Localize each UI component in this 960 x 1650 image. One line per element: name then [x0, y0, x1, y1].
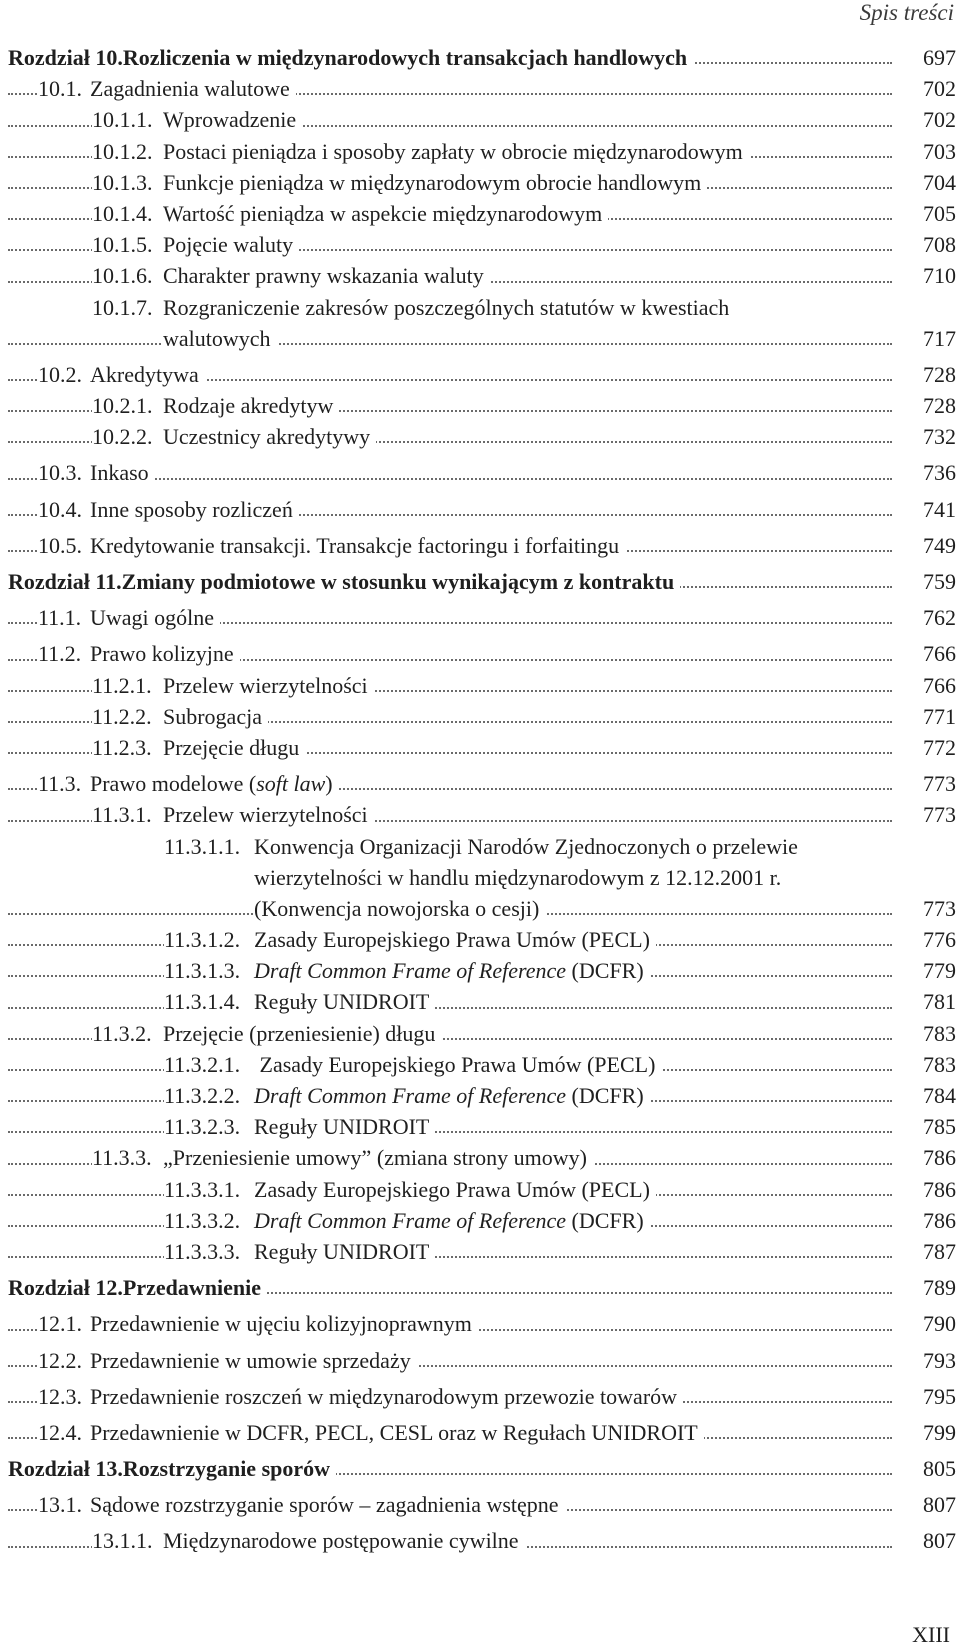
toc-entry-number: 11.2.2.	[92, 703, 152, 729]
toc-entry-text	[92, 167, 707, 198]
toc-entry-title: Międzynarodowe postępowanie cywilne	[163, 1528, 519, 1554]
toc-entry-title: Uczestnicy akredytywy	[163, 424, 371, 450]
toc-entry-text	[164, 1080, 650, 1111]
toc-entry-number: 12.1.	[38, 1311, 82, 1337]
toc-entry-number: 10.1.2.	[92, 138, 153, 164]
toc-entry-number: 11.3.2.1.	[164, 1051, 241, 1077]
toc-entry-text	[164, 1049, 661, 1080]
toc-entry-text	[92, 292, 735, 323]
toc-entry-text	[92, 732, 305, 763]
toc-entry-number: 11.2.3.	[92, 734, 152, 760]
toc-entry-title-suffix: )	[325, 771, 333, 797]
toc-entry	[8, 893, 960, 924]
toc-entry-title: Reguły UNIDROIT	[254, 989, 430, 1015]
toc-entry-title: Prawo modelowe (	[90, 771, 257, 797]
toc-entry-text	[164, 831, 804, 862]
toc-entry	[8, 1205, 960, 1236]
toc-entry-title: Przelew wierzytelności	[163, 802, 368, 828]
toc-entry-number: 11.3.3.1.	[164, 1176, 241, 1202]
toc-entry-text	[92, 390, 339, 421]
toc-entry-title: Przejęcie (przeniesienie) długu	[163, 1020, 436, 1046]
toc-page-number: 805	[923, 1456, 956, 1482]
toc-entry-text	[8, 1453, 336, 1484]
toc-entry-text	[38, 494, 299, 525]
toc-page-number: 702	[923, 107, 956, 133]
toc-entry	[8, 104, 960, 135]
toc-chapter-entry	[8, 1453, 960, 1484]
toc-entry	[8, 390, 960, 421]
toc-page-number: 771	[923, 703, 956, 729]
toc-entry-title: Inne sposoby rozliczeń	[90, 496, 293, 522]
toc-entry-text	[38, 638, 240, 669]
toc-entry-text	[8, 566, 680, 597]
toc-entry-title: Przedawnienie w DCFR, PECL, CESL oraz w Regułach UNIDROIT	[90, 1419, 698, 1445]
toc-entry-number: 10.5.	[38, 532, 82, 558]
toc-entry	[8, 1080, 960, 1111]
toc-entry-text	[92, 799, 374, 830]
toc-entry-title: Reguły UNIDROIT	[254, 1114, 430, 1140]
toc-entry-number: 11.3.1.1.	[164, 833, 241, 859]
toc-entry-number: 11.3.1.4.	[164, 989, 241, 1015]
toc-entry-number: 11.3.	[38, 771, 82, 797]
toc-entry-text	[38, 73, 296, 104]
toc-entry	[8, 732, 960, 763]
toc-entry-title-italic: Draft Common Frame of Reference	[254, 958, 567, 984]
toc-entry-title-suffix: (DCFR)	[566, 1207, 644, 1233]
toc-entry-title: Konwencja Organizacji Narodów Zjednoczonych o przelewie	[254, 833, 798, 859]
toc-entry-text	[38, 1308, 478, 1339]
toc-page-number: 759	[923, 569, 956, 594]
toc-chapter-entry	[8, 42, 960, 73]
toc-entry	[8, 955, 960, 986]
toc-entry-text	[92, 701, 268, 732]
toc-entry-title: Uwagi ogólne	[90, 605, 215, 631]
toc-entry	[8, 136, 960, 167]
toc-entry	[8, 260, 960, 291]
toc-entry-number: 11.3.1.	[92, 802, 152, 828]
toc-page-number: 728	[923, 393, 956, 419]
toc-entry-title: Przedawnienie	[122, 1275, 261, 1301]
toc-page-number: 786	[923, 1176, 956, 1202]
toc-page-number: 787	[923, 1238, 956, 1264]
toc-entry-title: wierzytelności w handlu międzynarodowym z 12.12.2001 r.	[254, 864, 782, 890]
toc-entry-text	[92, 1142, 593, 1173]
toc-entry-text	[92, 229, 299, 260]
dot-leader	[8, 1007, 892, 1009]
toc-entry-text	[92, 670, 374, 701]
toc-entry-title: (Konwencja nowojorska o cesji)	[254, 895, 540, 921]
toc-entry-text	[38, 457, 155, 488]
toc-entry	[8, 924, 960, 955]
toc-entry-number: 10.4.	[38, 496, 82, 522]
toc-page-number: 708	[923, 232, 956, 258]
toc-entry	[8, 359, 960, 390]
toc-entry-text	[38, 359, 205, 390]
toc-entry	[8, 1142, 960, 1173]
toc-entry	[8, 638, 960, 669]
toc-entry-text	[38, 1345, 417, 1376]
toc-page-number: 732	[923, 424, 956, 450]
toc-page-number: 807	[923, 1492, 956, 1518]
toc-entry-title: Przedawnienie w umowie sprzedaży	[90, 1347, 411, 1373]
toc-entry	[8, 701, 960, 732]
toc-entry-title: Przelew wierzytelności	[163, 672, 368, 698]
toc-page-number: 773	[923, 771, 956, 797]
toc-entry-number: Rozdział 12.	[8, 1275, 123, 1301]
toc-page-number: 786	[923, 1207, 956, 1233]
toc-page-number: 717	[923, 325, 956, 351]
toc-entry-title: Akredytywa	[90, 361, 199, 387]
toc-entry	[8, 799, 960, 830]
toc-entry	[8, 1525, 960, 1556]
toc-entry-number: 11.2.1.	[92, 672, 152, 698]
toc-page-number: 705	[923, 200, 956, 226]
toc-page-number: 772	[923, 734, 956, 760]
toc-entry	[8, 1489, 960, 1520]
toc-page-number: 799	[923, 1419, 956, 1445]
toc-entry-text	[8, 42, 693, 73]
toc-entry-title: Sądowe rozstrzyganie sporów – zagadnienia wstępne	[90, 1492, 559, 1518]
toc-page-number: 697	[923, 45, 956, 70]
toc-entry-text	[92, 198, 608, 229]
toc-entry-number: 13.1.	[38, 1492, 82, 1518]
toc-entry-text	[38, 1381, 683, 1412]
toc-entry-title: Subrogacja	[163, 703, 262, 729]
toc-entry	[8, 229, 960, 260]
dot-leader	[8, 1256, 892, 1258]
toc-entry-text	[164, 1174, 656, 1205]
toc-entry	[8, 1174, 960, 1205]
toc-entry-title: Funkcje pieniądza w międzynarodowym obrocie handlowym	[163, 169, 702, 195]
toc-entry-title: Przedawnienie w ujęciu kolizyjnoprawnym	[90, 1311, 472, 1337]
toc-entry-title: Inkaso	[90, 460, 149, 486]
toc-entry-text	[38, 1489, 565, 1520]
toc-page-number: 785	[923, 1114, 956, 1140]
toc-entry-text	[164, 955, 650, 986]
toc-page-number: 781	[923, 989, 956, 1015]
table-of-contents	[8, 42, 960, 1557]
toc-entry	[8, 1018, 960, 1049]
toc-entry-number: 10.1.4.	[92, 200, 153, 226]
toc-entry-number: 13.1.1.	[92, 1528, 153, 1554]
toc-entry-title: Zmiany podmiotowe w stosunku wynikającym z kontraktu	[121, 569, 675, 594]
toc-entry-text	[164, 1236, 435, 1267]
toc-entry-number: 11.1.	[38, 605, 82, 631]
toc-entry-title: Przejęcie długu	[163, 734, 300, 760]
toc-page-number: 783	[923, 1051, 956, 1077]
toc-entry	[8, 1236, 960, 1267]
toc-entry	[8, 457, 960, 488]
toc-entry	[8, 1417, 960, 1448]
toc-entry-text	[92, 136, 749, 167]
toc-entry-title: Postaci pieniądza i sposoby zapłaty w obrocie międzynarodowym	[163, 138, 743, 164]
toc-entry-title-italic: Draft Common Frame of Reference	[254, 1083, 567, 1108]
toc-entry-title: Prawo kolizyjne	[90, 641, 234, 667]
toc-page-number: 741	[923, 496, 956, 522]
toc-entry-text	[92, 260, 490, 291]
toc-entry-title: walutowych	[163, 325, 271, 351]
toc-entry	[8, 768, 960, 799]
toc-entry	[8, 1345, 960, 1376]
toc-entry	[8, 1049, 960, 1080]
toc-entry	[8, 73, 960, 104]
toc-entry-title-italic: soft law	[256, 771, 326, 797]
toc-entry-title: Zasady Europejskiego Prawa Umów (PECL)	[254, 1176, 650, 1202]
toc-entry-title: Wprowadzenie	[163, 107, 297, 133]
toc-entry	[8, 1111, 960, 1142]
toc-entry-title-suffix: (DCFR)	[566, 958, 644, 984]
toc-page-number: 779	[923, 958, 956, 984]
toc-page-number: 776	[923, 927, 956, 953]
toc-page-number: 766	[923, 641, 956, 667]
toc-entry-number: 11.3.3.3.	[164, 1238, 241, 1264]
toc-entry-title: Zasady Europejskiego Prawa Umów (PECL)	[254, 1051, 656, 1077]
toc-entry	[8, 167, 960, 198]
toc-entry-text	[254, 862, 787, 893]
toc-entry	[8, 198, 960, 229]
toc-entry-text	[92, 1018, 441, 1049]
toc-entry-title: Pojęcie waluty	[163, 232, 294, 258]
toc-page-number: 786	[923, 1145, 956, 1171]
toc-entry-text	[8, 1272, 267, 1303]
toc-entry-number: 10.3.	[38, 460, 82, 486]
toc-entry	[8, 292, 960, 323]
toc-page-number: 795	[923, 1383, 956, 1409]
toc-entry-title: Rodzaje akredytyw	[163, 393, 334, 419]
toc-entry-text	[38, 1417, 704, 1448]
toc-entry-text	[164, 986, 435, 1017]
toc-entry-title: Charakter prawny wskazania waluty	[163, 263, 484, 289]
page-number: XIII	[912, 1622, 950, 1647]
toc-entry-title-suffix: (DCFR)	[566, 1083, 644, 1108]
toc-entry-number: 10.1.7.	[92, 294, 153, 320]
toc-page-number: 784	[923, 1083, 956, 1108]
toc-page-number: 736	[923, 460, 956, 486]
toc-page-number: 702	[923, 76, 956, 102]
toc-entry-title: Zasady Europejskiego Prawa Umów (PECL)	[254, 927, 650, 953]
toc-entry	[8, 323, 960, 354]
toc-entry-number: 11.3.1.3.	[164, 958, 241, 984]
toc-entry-number: Rozdział 11.	[8, 569, 122, 594]
toc-entry-number: 10.1.5.	[92, 232, 153, 258]
toc-entry-title: Zagadnienia walutowe	[90, 76, 290, 102]
toc-entry-number: 10.2.1.	[92, 393, 153, 419]
toc-entry	[8, 862, 960, 893]
toc-entry-number: 12.3.	[38, 1383, 82, 1409]
toc-entry-number: Rozdział 10.	[8, 45, 123, 70]
toc-entry-title-italic: Draft Common Frame of Reference	[254, 1207, 567, 1233]
toc-page-number: 773	[923, 895, 956, 921]
toc-page-number: 807	[923, 1528, 956, 1554]
toc-entry-title: Rozgraniczenie zakresów poszczególnych statutów w kwestiach	[163, 294, 730, 320]
toc-page-number: 789	[923, 1275, 956, 1301]
toc-entry-number: 12.2.	[38, 1347, 82, 1373]
toc-page-number: 728	[923, 361, 956, 387]
toc-entry-number: 11.3.3.2.	[164, 1207, 241, 1233]
toc-entry	[8, 1308, 960, 1339]
toc-entry-number: 10.1.	[38, 76, 82, 102]
toc-entry-text	[163, 323, 277, 354]
toc-entry-title: Reguły UNIDROIT	[254, 1238, 430, 1264]
toc-entry-number: 12.4.	[38, 1419, 82, 1445]
toc-entry-number: 10.2.	[38, 361, 82, 387]
toc-entry-number: 11.3.3.	[92, 1145, 152, 1171]
dot-leader	[8, 1131, 892, 1133]
toc-entry-text	[38, 768, 339, 799]
toc-page-number: 773	[923, 802, 956, 828]
toc-entry-text	[254, 893, 545, 924]
toc-entry-number: 11.3.2.	[92, 1020, 152, 1046]
toc-entry-title: „Przeniesienie umowy” (zmiana strony umowy)	[163, 1145, 587, 1171]
toc-chapter-entry	[8, 566, 960, 597]
toc-entry-text	[164, 1111, 435, 1142]
toc-entry-title: Kredytowanie transakcji. Transakcje factoringu i forfaitingu	[90, 532, 620, 558]
toc-page-number: 749	[923, 532, 956, 558]
toc-entry-text	[38, 602, 220, 633]
toc-entry-number: 10.1.6.	[92, 263, 153, 289]
toc-page-number: 766	[923, 672, 956, 698]
toc-entry	[8, 530, 960, 561]
toc-entry-text	[92, 1525, 525, 1556]
toc-page-number: 762	[923, 605, 956, 631]
toc-entry-number: 10.1.1.	[92, 107, 153, 133]
toc-entry-title: Wartość pieniądza w aspekcie międzynarodowym	[163, 200, 603, 226]
toc-entry-title: Rozstrzyganie sporów	[122, 1456, 331, 1482]
toc-entry	[8, 831, 960, 862]
toc-entry-title: Rozliczenia w międzynarodowych transakcjach handlowych	[122, 45, 688, 70]
toc-entry-text	[164, 1205, 650, 1236]
toc-entry	[8, 602, 960, 633]
toc-entry	[8, 494, 960, 525]
toc-page-number: 710	[923, 263, 956, 289]
toc-page-number: 704	[923, 169, 956, 195]
toc-page-number: 790	[923, 1311, 956, 1337]
toc-entry-text	[38, 530, 625, 561]
toc-entry	[8, 421, 960, 452]
dot-leader	[8, 343, 892, 345]
toc-page-number: 793	[923, 1347, 956, 1373]
toc-page-number: 783	[923, 1020, 956, 1046]
toc-chapter-entry	[8, 1272, 960, 1303]
toc-entry-text	[92, 421, 376, 452]
toc-entry-number: 11.3.2.3.	[164, 1114, 241, 1140]
toc-entry-text	[92, 104, 302, 135]
toc-entry-number: 10.1.3.	[92, 169, 153, 195]
running-header: Spis treści	[859, 0, 954, 25]
toc-entry	[8, 986, 960, 1017]
toc-entry-title: Przedawnienie roszczeń w międzynarodowym przewozie towarów	[90, 1383, 678, 1409]
toc-entry	[8, 1381, 960, 1412]
toc-entry-number: 11.3.2.2.	[164, 1083, 241, 1108]
toc-entry-number: 11.3.1.2.	[164, 927, 241, 953]
toc-entry-text	[164, 924, 656, 955]
toc-entry-number: 10.2.2.	[92, 424, 153, 450]
toc-entry	[8, 670, 960, 701]
toc-page-number: 703	[923, 138, 956, 164]
toc-entry-number: Rozdział 13.	[8, 1456, 123, 1482]
toc-entry-number: 11.2.	[38, 641, 82, 667]
